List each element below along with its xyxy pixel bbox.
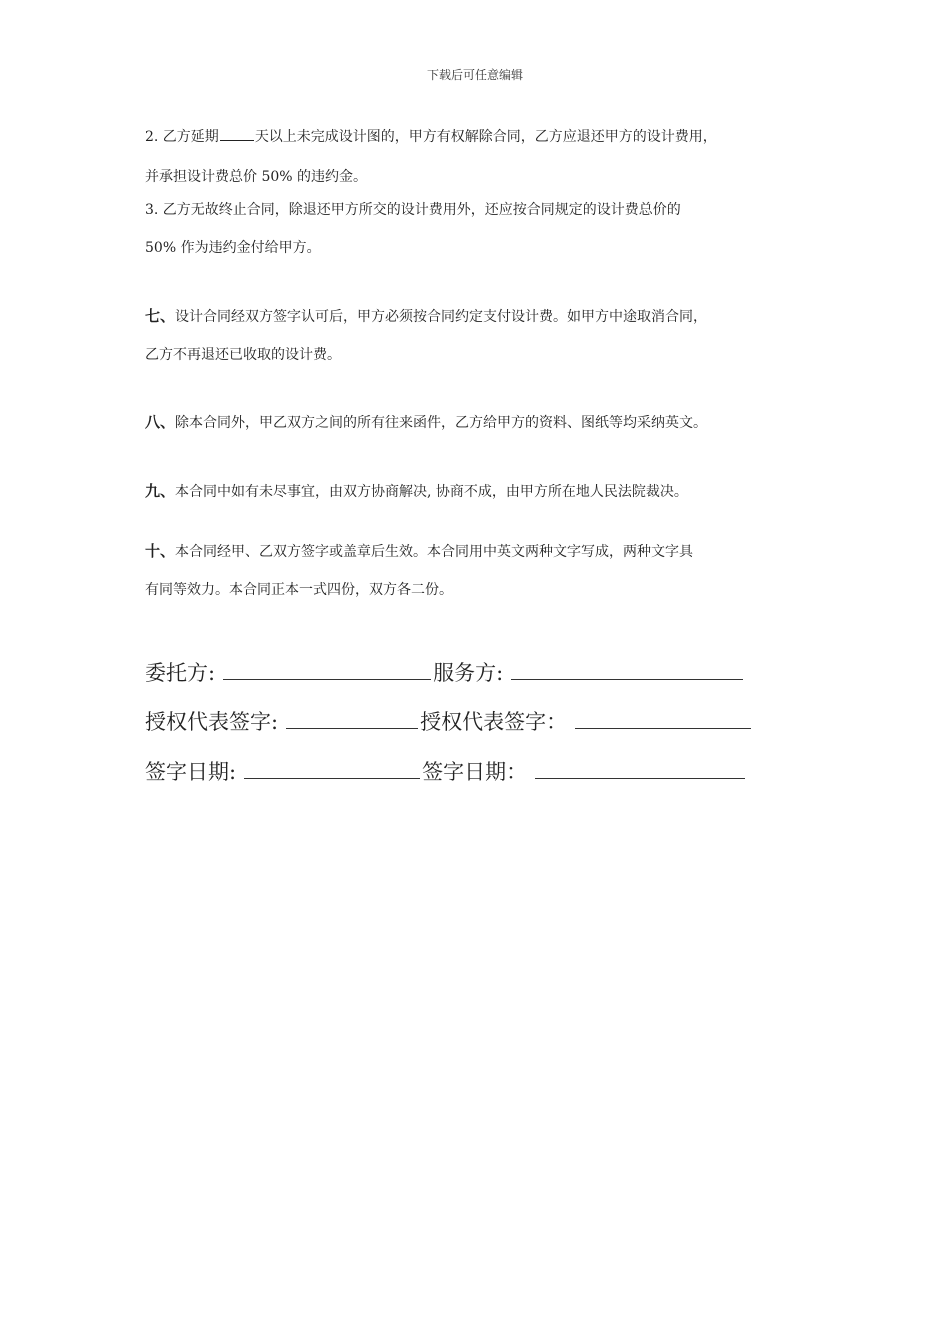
section-9-number: 九、	[145, 482, 176, 500]
auth-rep-left-line[interactable]	[286, 706, 418, 729]
date-right-label: 签字日期：	[422, 760, 528, 784]
clause-2-text-a: 2. 乙方延期	[145, 129, 219, 145]
provider-label: 服务方:	[433, 661, 504, 685]
section-7-line-2: 乙方不再退还已收取的设计费。	[145, 347, 341, 363]
blank-underline	[220, 126, 254, 141]
section-7	[145, 306, 825, 365]
signature-row-authorized	[145, 706, 753, 736]
clause-3	[145, 200, 825, 258]
section-10-line-1: 本合同经甲、乙双方签字或盖章后生效。本合同用中英文两种文字写成，两种文字具	[175, 544, 694, 560]
section-10-number: 十、	[145, 542, 176, 560]
signature-row-date	[145, 756, 747, 786]
auth-rep-right-line[interactable]	[575, 706, 751, 729]
section-8-number: 八、	[145, 413, 176, 431]
client-label: 委托方:	[145, 661, 216, 685]
clause-2-text-b: 天以上未完成设计图的，甲方有权解除合同，乙方应退还甲方的设计费用，	[254, 129, 717, 145]
auth-rep-right-label: 授权代表签字：	[420, 710, 568, 734]
date-right-line[interactable]	[535, 756, 745, 779]
date-left-label: 签字日期:	[145, 760, 237, 784]
auth-rep-left-label: 授权代表签字:	[145, 710, 279, 734]
section-8	[145, 412, 825, 433]
section-10-line-2: 有同等效力。本合同正本一式四份，双方各二份。	[145, 582, 453, 598]
client-signature-line[interactable]	[223, 657, 431, 680]
date-left-line[interactable]	[244, 756, 420, 779]
clause-2	[145, 126, 825, 187]
section-8-line-1: 除本合同外，甲乙双方之间的所有往来函件，乙方给甲方的资料、图纸等均采纳英文。	[175, 415, 708, 431]
clause-2-line-2: 并承担设计费总价 50% 的违约金。	[145, 169, 368, 185]
section-7-line-1: 设计合同经双方签字认可后，甲方必须按合同约定支付设计费。如甲方中途取消合同，	[175, 309, 708, 325]
section-9-line-1: 本合同中如有未尽事宜，由双方协商解决, 协商不成，由甲方所在地人民法院裁决。	[175, 484, 688, 500]
clause-3-line-1: 3. 乙方无故终止合同，除退还甲方所交的设计费用外，还应按合同规定的设计费总价的	[145, 202, 681, 218]
section-7-number: 七、	[145, 307, 176, 325]
section-10	[145, 541, 825, 600]
header-note: 下载后可任意编辑	[426, 68, 523, 82]
section-9	[145, 481, 825, 502]
clause-3-line-2: 50% 作为违约金付给甲方。	[145, 240, 321, 256]
signature-row-parties	[145, 657, 745, 687]
provider-signature-line[interactable]	[511, 657, 743, 680]
